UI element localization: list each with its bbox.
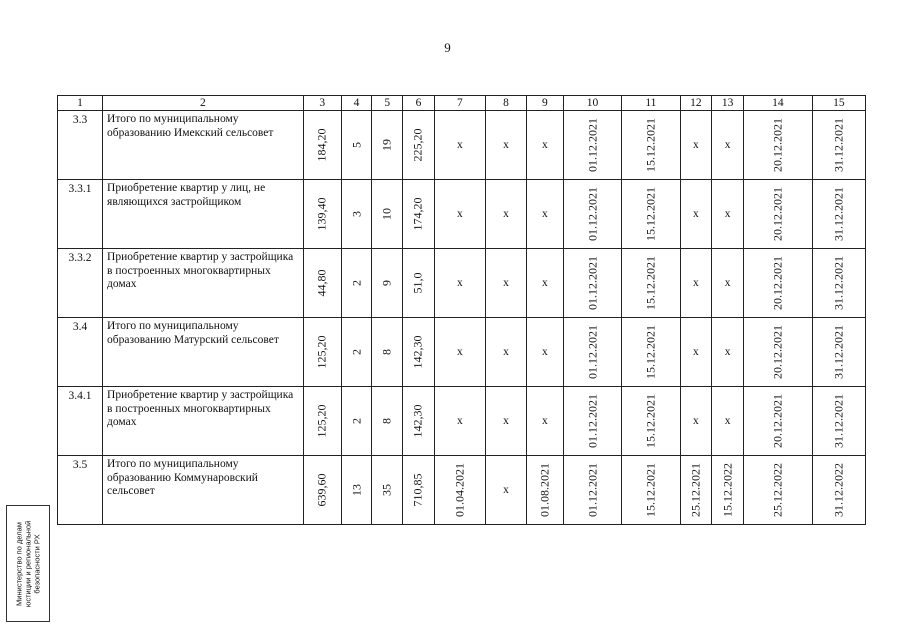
cell-text: 125,20 [314, 335, 329, 369]
cell-value [563, 387, 621, 456]
cell-text: 20.12.2021 [770, 256, 785, 310]
cell-value [622, 387, 680, 456]
row-name: Приобретение квартир у застройщика в построенных многоквартирных домах [103, 387, 304, 456]
cell-value [341, 456, 372, 525]
cell-text: 31.12.2021 [831, 325, 846, 379]
empty-marker: x [486, 180, 527, 249]
cell-value [372, 111, 403, 180]
col-header: 5 [372, 96, 403, 111]
cell-text: 5 [349, 142, 364, 148]
header-row [58, 96, 866, 111]
cell-value [622, 318, 680, 387]
page-number: 9 [444, 40, 451, 55]
cell-text: 15.12.2021 [643, 118, 658, 172]
cell-text: 15.12.2022 [720, 463, 735, 517]
cell-text: 9 [379, 280, 394, 286]
empty-marker: x [526, 387, 563, 456]
cell-text: 31.12.2022 [831, 463, 846, 517]
cell-text: 31.12.2021 [831, 394, 846, 448]
cell-text: 01.12.2021 [585, 325, 600, 379]
col-header: 2 [103, 96, 304, 111]
empty-marker: x [680, 180, 712, 249]
cell-value [622, 456, 680, 525]
row-number: 3.5 [58, 456, 103, 525]
col-header: 11 [622, 96, 680, 111]
row-number: 3.3.1 [58, 180, 103, 249]
cell-value [526, 456, 563, 525]
empty-marker: x [434, 180, 485, 249]
cell-text: 15.12.2021 [643, 463, 658, 517]
cell-text: 01.08.2021 [537, 463, 552, 517]
cell-value [403, 180, 435, 249]
cell-value [744, 249, 813, 318]
empty-marker: x [526, 180, 563, 249]
cell-value [744, 387, 813, 456]
cell-text: 2 [349, 349, 364, 355]
cell-value [563, 111, 621, 180]
empty-marker: x [526, 318, 563, 387]
cell-value [812, 111, 865, 180]
cell-text: 01.12.2021 [585, 394, 600, 448]
cell-text: 31.12.2021 [831, 118, 846, 172]
cell-value [744, 180, 813, 249]
empty-marker: x [712, 318, 744, 387]
cell-text: 44,80 [314, 269, 329, 297]
cell-text: 01.12.2021 [585, 118, 600, 172]
row-name: Приобретение квартир у лиц, не являющихся застройщиком [103, 180, 304, 249]
empty-marker: x [712, 249, 744, 318]
col-header: 1 [58, 96, 103, 111]
cell-text: 10 [379, 208, 394, 220]
cell-text: 125,20 [314, 404, 329, 438]
empty-marker: x [680, 318, 712, 387]
cell-text: 13 [349, 484, 364, 496]
row-name: Итого по муниципальному образованию Имекский сельсовет [103, 111, 304, 180]
cell-value [303, 387, 341, 456]
cell-value [812, 318, 865, 387]
cell-value [303, 249, 341, 318]
cell-text: 01.12.2021 [585, 463, 600, 517]
cell-text: 3 [349, 211, 364, 217]
cell-text: 20.12.2021 [770, 394, 785, 448]
empty-marker: x [680, 387, 712, 456]
empty-marker: x [434, 318, 485, 387]
cell-value [622, 249, 680, 318]
cell-value [372, 387, 403, 456]
table-row [58, 111, 866, 180]
empty-marker: x [680, 111, 712, 180]
cell-text: 2 [349, 418, 364, 424]
cell-text: 01.12.2021 [585, 256, 600, 310]
cell-value [812, 387, 865, 456]
cell-text: 15.12.2021 [643, 325, 658, 379]
cell-text: 20.12.2021 [770, 187, 785, 241]
stamp-line: Министерство по делам [14, 521, 24, 606]
table-row [58, 180, 866, 249]
cell-value [303, 180, 341, 249]
cell-value [563, 318, 621, 387]
empty-marker: x [486, 111, 527, 180]
cell-value [712, 456, 744, 525]
col-header: 14 [744, 96, 813, 111]
cell-text: 225,20 [410, 128, 425, 162]
cell-text: 19 [379, 139, 394, 151]
cell-text: 51,0 [410, 272, 425, 294]
cell-text: 174,20 [410, 197, 425, 231]
cell-value [812, 249, 865, 318]
cell-value [563, 249, 621, 318]
cell-text: 184,20 [314, 128, 329, 162]
row-name: Приобретение квартир у застройщика в построенных многоквартирных домах [103, 249, 304, 318]
cell-value [372, 249, 403, 318]
empty-marker: x [486, 318, 527, 387]
cell-value [744, 111, 813, 180]
cell-value [341, 180, 372, 249]
cell-value [403, 456, 435, 525]
cell-text: 31.12.2021 [831, 256, 846, 310]
cell-value [372, 318, 403, 387]
ministry-stamp [6, 505, 50, 622]
empty-marker: x [712, 180, 744, 249]
row-number: 3.4 [58, 318, 103, 387]
cell-value [341, 318, 372, 387]
cell-text: 8 [379, 418, 394, 424]
cell-text: 01.12.2021 [585, 187, 600, 241]
cell-value [744, 456, 813, 525]
cell-value [812, 180, 865, 249]
cell-value [680, 456, 712, 525]
empty-marker: x [712, 111, 744, 180]
cell-value [622, 180, 680, 249]
row-number: 3.3 [58, 111, 103, 180]
cell-text: 710,85 [410, 473, 425, 507]
empty-marker: x [434, 249, 485, 318]
cell-value [563, 180, 621, 249]
cell-value [303, 318, 341, 387]
table-row [58, 387, 866, 456]
cell-text: 01.04.2021 [452, 463, 467, 517]
empty-marker: x [526, 111, 563, 180]
empty-marker: x [434, 387, 485, 456]
cell-text: 639,60 [314, 473, 329, 507]
cell-value [403, 249, 435, 318]
col-header: 10 [563, 96, 621, 111]
cell-value [341, 111, 372, 180]
empty-marker: x [486, 249, 527, 318]
stamp-line: безопасности РХ [32, 533, 42, 594]
col-header: 7 [434, 96, 485, 111]
stamp-line: юстиции и региональной [23, 520, 33, 607]
table-row [58, 249, 866, 318]
row-number: 3.4.1 [58, 387, 103, 456]
cell-text: 20.12.2021 [770, 325, 785, 379]
empty-marker: x [526, 249, 563, 318]
cell-text: 139,40 [314, 197, 329, 231]
row-name: Итого по муниципальному образованию Коммунаровский сельсовет [103, 456, 304, 525]
cell-text: 25.12.2022 [770, 463, 785, 517]
cell-value [372, 456, 403, 525]
cell-text: 15.12.2021 [643, 394, 658, 448]
cell-value [434, 456, 485, 525]
col-header: 8 [486, 96, 527, 111]
cell-text: 20.12.2021 [770, 118, 785, 172]
cell-text: 25.12.2021 [688, 463, 703, 517]
col-header: 3 [303, 96, 341, 111]
cell-value [812, 456, 865, 525]
cell-text: 142,30 [410, 335, 425, 369]
cell-text: 31.12.2021 [831, 187, 846, 241]
cell-value [303, 456, 341, 525]
cell-value [744, 318, 813, 387]
cell-value [403, 111, 435, 180]
empty-marker: x [434, 111, 485, 180]
cell-value [372, 180, 403, 249]
cell-text: 2 [349, 280, 364, 286]
row-name: Итого по муниципальному образованию Матурский сельсовет [103, 318, 304, 387]
col-header: 6 [403, 96, 435, 111]
row-number: 3.3.2 [58, 249, 103, 318]
empty-marker: x [486, 456, 527, 525]
cell-value [622, 111, 680, 180]
cell-value [341, 387, 372, 456]
col-header: 13 [712, 96, 744, 111]
cell-text: 8 [379, 349, 394, 355]
col-header: 9 [526, 96, 563, 111]
empty-marker: x [680, 249, 712, 318]
cell-text: 15.12.2021 [643, 256, 658, 310]
empty-marker: x [486, 387, 527, 456]
col-header: 15 [812, 96, 865, 111]
cell-text: 142,30 [410, 404, 425, 438]
cell-value [403, 387, 435, 456]
col-header: 4 [341, 96, 372, 111]
col-header: 12 [680, 96, 712, 111]
empty-marker: x [712, 387, 744, 456]
cell-text: 35 [379, 484, 394, 496]
cell-value [403, 318, 435, 387]
table-row [58, 456, 866, 525]
cell-value [563, 456, 621, 525]
cell-text: 15.12.2021 [643, 187, 658, 241]
cell-value [341, 249, 372, 318]
housing-program-table [57, 95, 866, 525]
cell-value [303, 111, 341, 180]
table-row [58, 318, 866, 387]
